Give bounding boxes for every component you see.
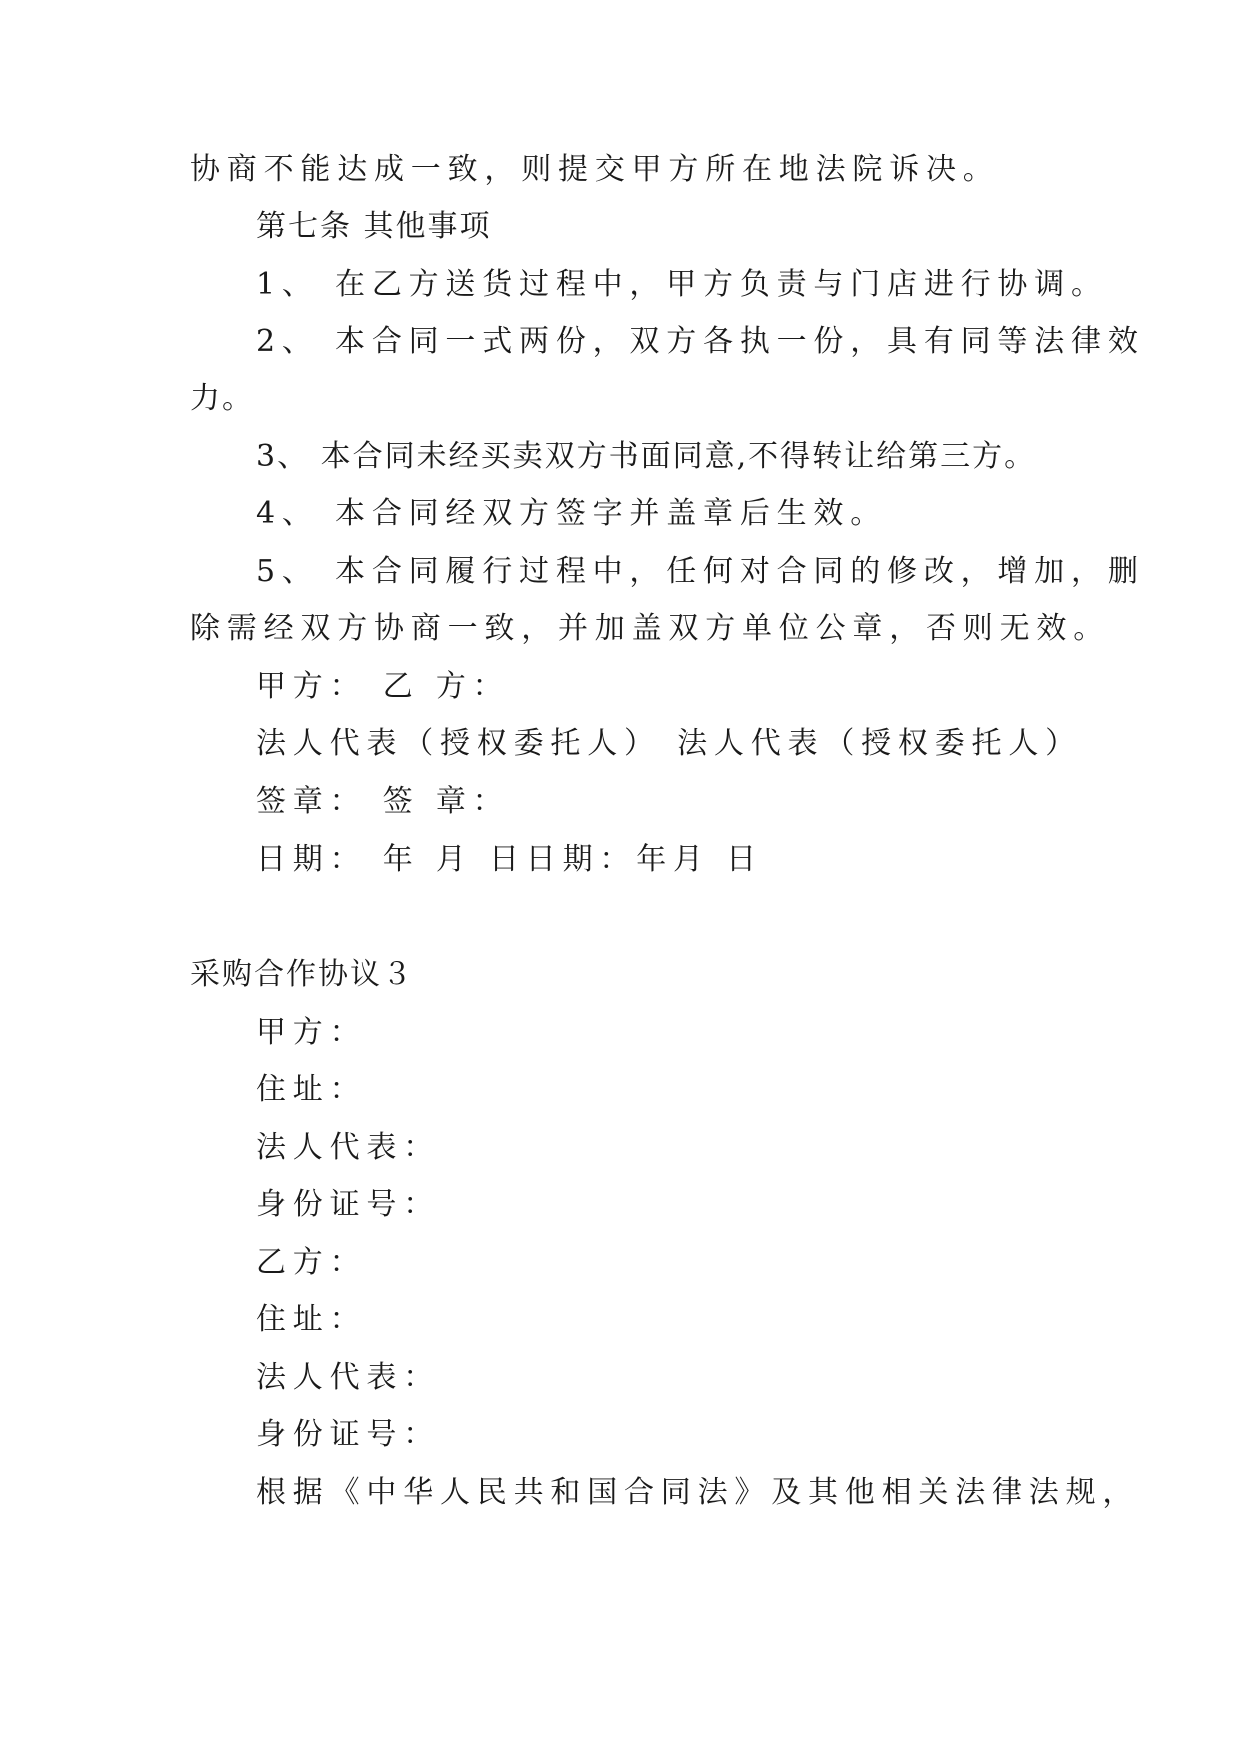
- signature-party-line: 甲方： 乙 方：: [256, 669, 510, 704]
- list-item: 5、 本合同履行过程中，任何对合同的修改，增加，删: [256, 554, 1145, 589]
- list-item: 3、 本合同未经买卖双方书面同意,不得转让给第三方。: [256, 439, 1037, 474]
- list-item: 4、 本合同经双方签字并盖章后生效。: [256, 496, 888, 531]
- section-heading: 第七条 其他事项: [256, 209, 492, 244]
- party-field: 法人代表：: [256, 1130, 440, 1165]
- party-field: 身份证号：: [256, 1187, 440, 1222]
- party-field: 住址：: [256, 1072, 367, 1107]
- party-field: 甲方：: [256, 1015, 367, 1050]
- party-field: 住址：: [256, 1302, 367, 1337]
- paragraph-line: 协商不能达成一致，则提交甲方所在地法院诉决。: [190, 152, 1000, 187]
- party-field: 法人代表：: [256, 1360, 440, 1395]
- party-field: 乙方：: [256, 1245, 367, 1280]
- list-item: 1、 在乙方送货过程中，甲方负责与门店进行协调。: [256, 267, 1108, 302]
- signature-date-line: 日期： 年 月 日日期：年月 日: [256, 842, 763, 877]
- party-field: 身份证号：: [256, 1417, 440, 1452]
- signature-representative-line: 法人代表（授权委托人） 法人代表（授权委托人）: [256, 726, 1082, 761]
- list-item: 2、 本合同一式两份，双方各执一份，具有同等法律效: [256, 324, 1145, 359]
- paragraph-line: 力。: [190, 381, 254, 416]
- paragraph-line: 除需经双方协商一致，并加盖双方单位公章，否则无效。: [190, 611, 1110, 646]
- document-title: 采购合作协议３: [190, 957, 414, 992]
- paragraph-line: 根据《中华人民共和国合同法》及其他相关法律法规，: [256, 1475, 1140, 1510]
- signature-seal-line: 签章： 签 章：: [256, 784, 510, 819]
